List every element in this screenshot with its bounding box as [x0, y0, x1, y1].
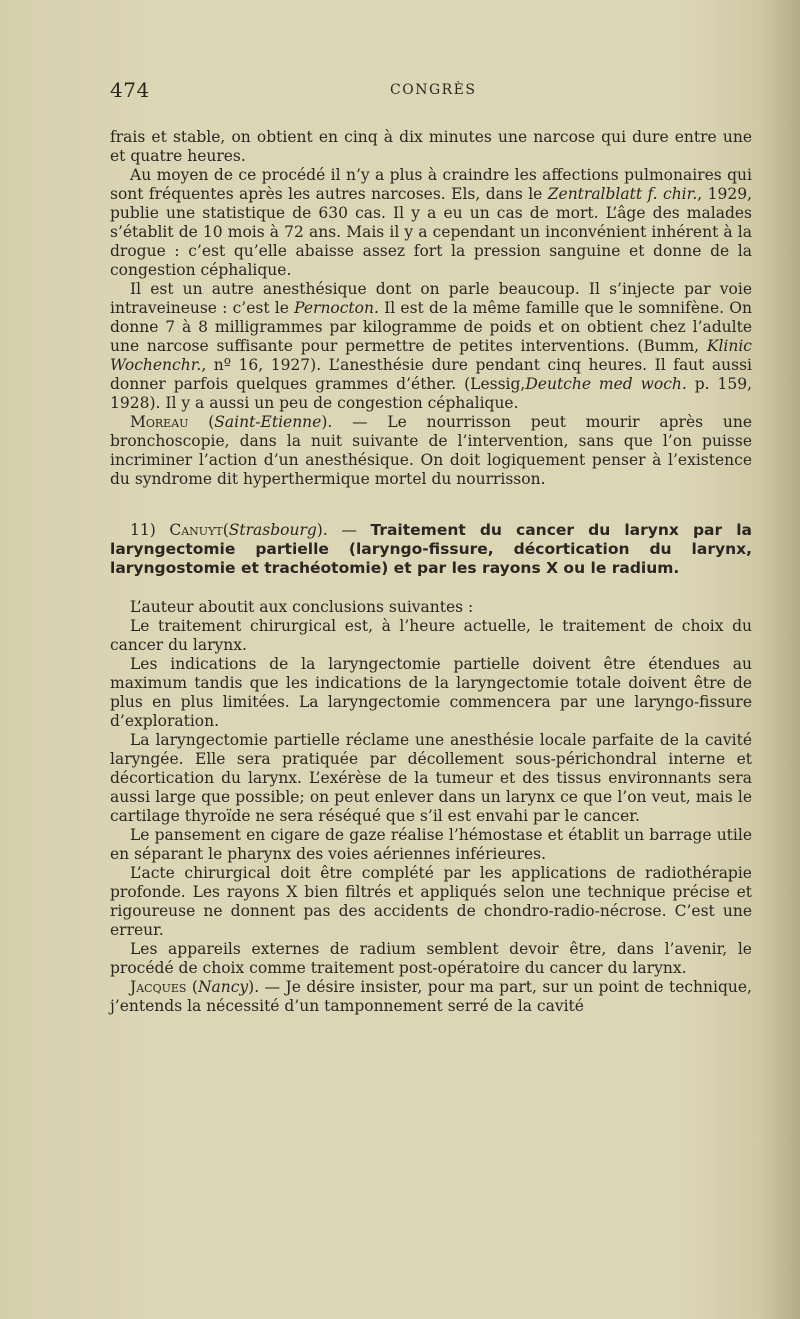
paragraph: [110, 280, 752, 413]
italic-text: Deutche med woch.: [525, 375, 687, 393]
text-run: Le traitement chirurgical est, à l’heure actuelle, le traitement de choix du cancer du larynx.: [110, 617, 752, 654]
page-edge-shadow: [760, 0, 800, 1319]
paragraphs-before-section: [110, 128, 752, 489]
section-number: 11): [130, 521, 170, 539]
text-run: (: [188, 413, 215, 431]
italic-text: Saint-Etienne: [214, 413, 322, 431]
page-header: [110, 78, 750, 108]
text-run: Les appareils externes de radium semblent devoir être, dans l’avenir, le procédé de choix comme traitement post-opératoire du cancer du larynx.: [110, 940, 752, 977]
paragraph: [110, 598, 752, 617]
italic-text: Pernocton.: [294, 299, 379, 317]
paragraph: [110, 864, 752, 940]
paragraph: [110, 166, 752, 280]
text-run: ). — Je désire insister, pour ma part, sur un point de technique, j’entends la nécessité d’un tamponnement serré de la cavité: [110, 978, 752, 1015]
text-run: , nº 16, 1927). L’anesthésie dure pendant cinq heures. Il faut aussi donner parfois quelques grammes d’éther. (Lessig,: [110, 356, 752, 393]
paragraph: [110, 940, 752, 978]
text-run: frais et stable, on obtient en cinq à dix minutes une narcose qui dure entre une et quatre heures.: [110, 128, 752, 165]
page-body: [110, 128, 752, 1016]
paragraph: [110, 978, 752, 1016]
author-name: Moreau: [130, 413, 189, 431]
section-author: Canuyt: [169, 521, 223, 539]
text-run: ). — Le nourrisson peut mourir après une bronchoscopie, dans la nuit suivante de l’intervention, sans que l’on puisse incriminer l’action d’un anesthésique. On doit logiquement penser à l’existence du syndrome dit hyperthermique mortel du nourrisson.: [110, 413, 752, 488]
italic-text: Nancy: [197, 978, 249, 996]
text-run: Il est de la même famille que le somnifène. On donne 7 à 8 milligrammes par kilogramme de poids et on obtient chez l’adulte une narcose suffisante pour permettre de petites interventions. (Bumm,: [110, 299, 752, 355]
paragraph: [110, 413, 752, 489]
paragraph: [110, 731, 752, 826]
paragraph: [110, 128, 752, 166]
text-run: Au moyen de ce procédé il n’y a plus à craindre les affections pulmonaires qui sont fréquentes après les autres narcoses. Els, dans le: [110, 166, 752, 203]
section-title: Traitement du cancer du larynx par la laryngectomie partielle (laryngo-fissure, décortication du larynx, laryngostomie et trachéotomie) et par les rayons X ou le radium.: [110, 521, 752, 577]
italic-text: Klinic Wochenchr.: [110, 337, 752, 374]
text-run: Il est un autre anesthésique dont on parle beaucoup. Il s’injecte par voie intraveineuse : c’est le: [110, 280, 752, 317]
text-run: Les indications de la laryngectomie partielle doivent être étendues au maximum tandis que les indications de la laryngectomie totale doivent être de plus en plus limitées. La laryngectomie commencera par une laryngo-fissure d’exploration.: [110, 655, 752, 730]
text-run: L’auteur aboutit aux conclusions suivantes :: [130, 598, 474, 616]
text-run: Le pansement en cigare de gaze réalise l’hémostase et établit un barrage utile en séparant le pharynx des voies aériennes inférieures.: [110, 826, 752, 863]
text-run: (: [186, 978, 198, 996]
section-location: Strasbourg: [228, 521, 317, 539]
paragraphs-after-section: [110, 598, 752, 1016]
text-run: L’acte chirurgical doit être complété par les applications de radiothérapie profonde. Les rayons X bien filtrés et appliqués selon une technique précise et rigoureuse ne donnent pas des accidents de chondro-radio-nécrose. C’est une erreur.: [110, 864, 752, 939]
author-name: Jacques: [130, 978, 187, 996]
running-head: CONGRÈS: [390, 82, 477, 98]
text-run: La laryngectomie partielle réclame une anesthésie locale parfaite de la cavité laryngée. Elle sera pratiquée par décollement sous-périchondral interne et décortication du larynx. L’exérèse de la tumeur et des tissus environnants sera aussi large que possible; on peut enlever dans un larynx ce que l’on veut, mais le cartilage thyroïde ne sera réséqué que s’il est envahi par le cancer.: [110, 731, 752, 825]
text-run: p. 159, 1928). Il y a aussi un peu de congestion céphalique.: [110, 375, 753, 412]
text-run: , 1929, publie une statistique de 630 cas. Il y a eu un cas de mort. L’âge des malades s’établit de 10 mois à 72 ans. Mais il y a cependant un inconvénient inhérent à la drogue : c’est qu’elle abaisse assez fort la pression sanguine et donne de la congestion céphalique.: [110, 185, 752, 279]
paragraph: [110, 655, 752, 731]
page-number: 474: [110, 78, 150, 102]
paragraph: [110, 826, 752, 864]
italic-text: Zentralblatt f. chir.: [547, 185, 698, 203]
section-heading: 11) Canuyt(Strasbourg). — Traitement du cancer du larynx par la laryngectomie partielle (laryngo-fissure, décortication du larynx, laryngostomie et trachéotomie) et par les rayons X ou le radium.: [110, 521, 752, 577]
paragraph: [110, 617, 752, 655]
